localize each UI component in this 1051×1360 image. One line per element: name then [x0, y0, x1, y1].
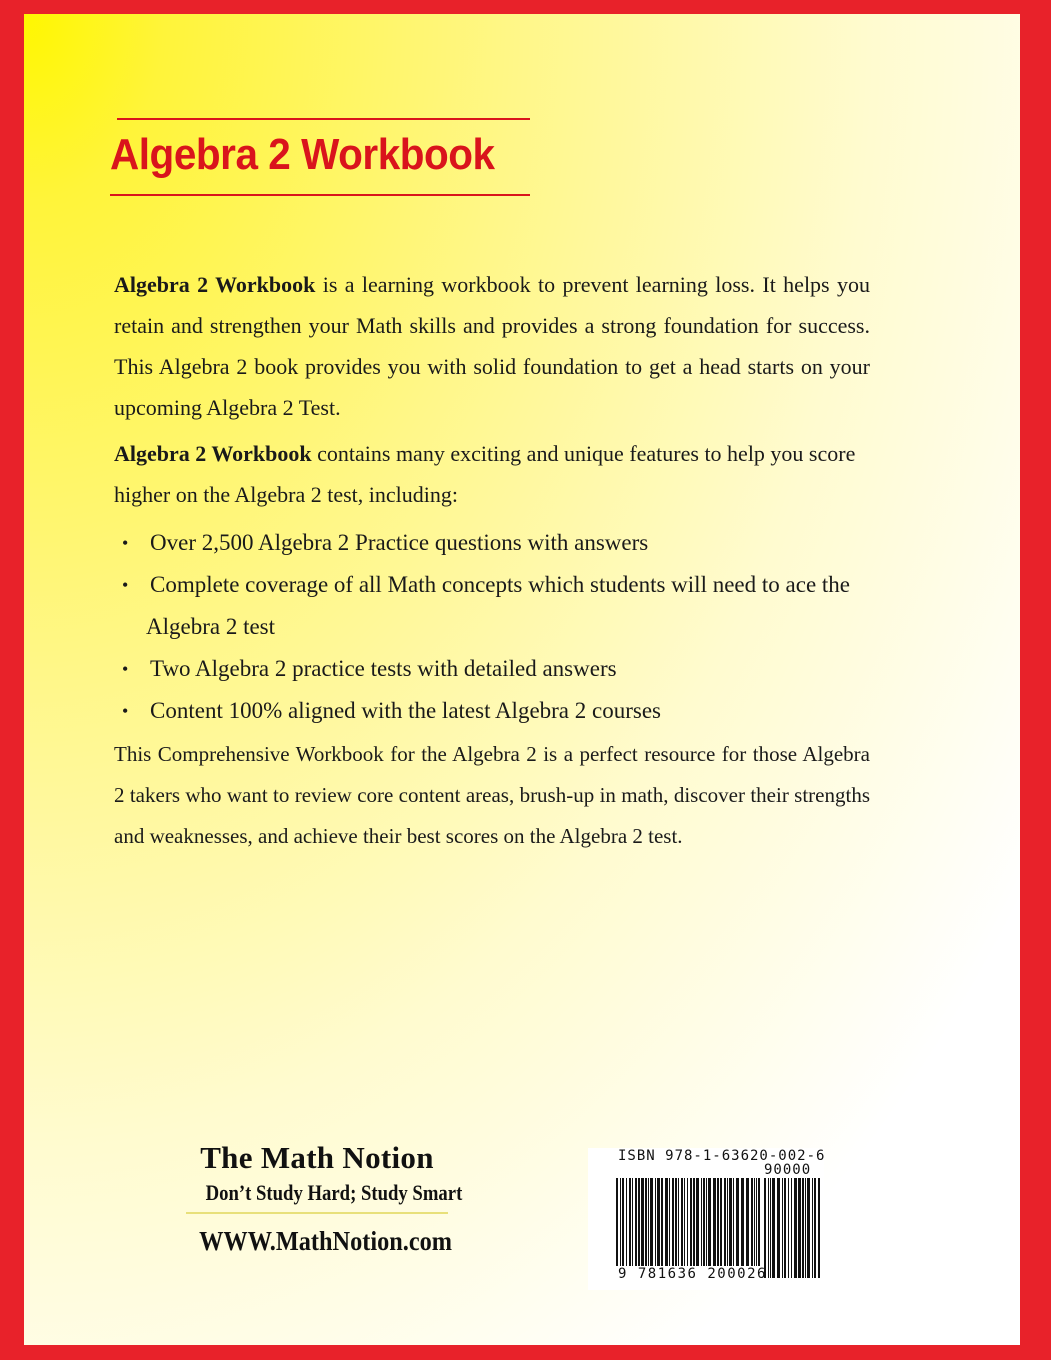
publisher-divider: [186, 1212, 448, 1214]
barcode-bar: [616, 1178, 618, 1266]
barcode-bar: [632, 1178, 633, 1266]
barcode-bar: [794, 1178, 797, 1278]
barcode-bar: [777, 1178, 780, 1278]
barcode-bar: [669, 1178, 670, 1266]
barcode-bar: [620, 1178, 621, 1266]
barcode-bar: [772, 1178, 775, 1278]
barcode-bar: [708, 1178, 711, 1266]
barcode-bar: [788, 1178, 789, 1278]
feature-item: • Over 2,500 Algebra 2 Practice questions with answers: [120, 522, 920, 564]
barcode-bar: [622, 1178, 624, 1266]
barcode-bar: [814, 1178, 816, 1278]
barcode-bar: [693, 1178, 695, 1266]
bullet-icon: •: [122, 659, 129, 679]
features-bold-lead: Algebra 2 Workbook: [114, 441, 312, 466]
barcode-bar: [758, 1178, 760, 1266]
feature-item: • Two Algebra 2 practice tests with detailed answers: [120, 648, 920, 690]
barcode-bar: [672, 1178, 674, 1266]
barcode-bar: [626, 1178, 627, 1266]
barcode-bar: [720, 1178, 722, 1266]
barcode-bar: [629, 1178, 631, 1266]
barcode-bar: [696, 1178, 699, 1266]
barcode-bar: [675, 1178, 677, 1266]
barcode-bar: [645, 1178, 647, 1266]
title-rule-bottom: [110, 194, 530, 196]
cover-panel: [24, 14, 1020, 1345]
barcode-bar: [782, 1178, 783, 1278]
feature-list: [120, 522, 920, 732]
barcode-bar: [717, 1178, 719, 1266]
publisher-url: WWW.MathNotion.com: [199, 1226, 452, 1256]
barcode-bar: [805, 1178, 806, 1278]
features-intro-text: contains many exciting and unique features to help you score higher on the Algebra 2 test, including:: [114, 441, 856, 507]
barcode-bar: [681, 1178, 683, 1266]
isbn-label: ISBN 978-1-63620-002-6: [618, 1148, 826, 1164]
barcode-bar: [706, 1178, 707, 1266]
publisher-name: The Math Notion: [200, 1140, 434, 1175]
price-addon-label: 90000: [764, 1162, 812, 1178]
barcode-bar: [703, 1178, 705, 1266]
bullet-icon: •: [122, 533, 129, 553]
barcode-bar: [665, 1178, 668, 1266]
barcode-bar: [784, 1178, 786, 1278]
barcode-bar: [655, 1178, 656, 1266]
feature-item: • Content 100% aligned with the latest Algebra 2 courses: [120, 690, 920, 732]
barcode-bar: [641, 1178, 644, 1266]
isbn-barcode: [588, 1148, 824, 1290]
barcode-bar: [807, 1178, 810, 1278]
barcode-bar: [751, 1178, 753, 1266]
barcode-bar: [687, 1178, 688, 1266]
publisher-tagline: Don’t Study Hard; Study Smart: [205, 1180, 463, 1205]
barcode-bar: [764, 1178, 766, 1278]
barcode-bar: [818, 1178, 820, 1278]
title-block: [110, 118, 530, 196]
barcode-bar: [650, 1178, 653, 1266]
barcode-bar: [746, 1178, 749, 1266]
barcode-bar: [648, 1178, 649, 1266]
intro-bold-lead: Algebra 2 Workbook: [114, 272, 316, 297]
book-title: Algebra 2 Workbook: [110, 130, 495, 179]
barcode-bar: [802, 1178, 804, 1278]
barcode-bar: [741, 1178, 744, 1266]
barcode-bar: [791, 1178, 792, 1278]
barcode-bar: [756, 1178, 757, 1266]
intro-paragraph: [114, 264, 870, 428]
title-rule-top: [117, 118, 530, 120]
barcode-bar: [798, 1178, 801, 1278]
barcode-bar: [635, 1178, 637, 1266]
bullet-icon: •: [122, 701, 129, 721]
barcode-bar: [661, 1178, 663, 1266]
features-intro-paragraph: [114, 433, 870, 515]
barcode-bar: [701, 1178, 702, 1266]
publisher-block: [186, 1138, 463, 1208]
intro-text: is a learning workbook to prevent learning loss. It helps you retain and strengthen your Math skills and provides a strong foundation for success. This Algebra 2 book provides you with solid foundation to get a head starts on your upcoming Algebra 2 Test.: [114, 272, 870, 420]
barcode-bar: [727, 1178, 728, 1266]
barcode-bar: [684, 1178, 685, 1266]
barcode-bar: [812, 1178, 813, 1278]
barcode-bar: [733, 1178, 734, 1266]
barcode-bar: [657, 1178, 660, 1266]
summary-paragraph: This Comprehensive Workbook for the Algebra 2 is a perfect resource for those Algebra 2 takers who want to review core content areas, brush-up in math, discover their strengths and weaknesses, and achieve their best scores on the Algebra 2 test.: [114, 742, 870, 848]
barcode-bar: [690, 1178, 692, 1266]
barcode-bar: [678, 1178, 679, 1266]
ean-digits: 9 781636 200026: [618, 1266, 767, 1282]
barcode-bar: [724, 1178, 726, 1266]
barcode-bar: [770, 1178, 771, 1278]
barcode-bar: [768, 1178, 769, 1278]
barcode-bar: [713, 1178, 716, 1266]
addon-barcode-bars: [764, 1178, 820, 1278]
bullet-icon: •: [122, 575, 129, 595]
feature-item: • Complete coverage of all Math concepts which students will need to ace the Algebra 2 test: [120, 564, 920, 648]
ean-barcode-bars: [616, 1178, 760, 1266]
barcode-bar: [729, 1178, 732, 1266]
barcode-bar: [638, 1178, 640, 1266]
barcode-bar: [754, 1178, 755, 1266]
barcode-bar: [736, 1178, 739, 1266]
